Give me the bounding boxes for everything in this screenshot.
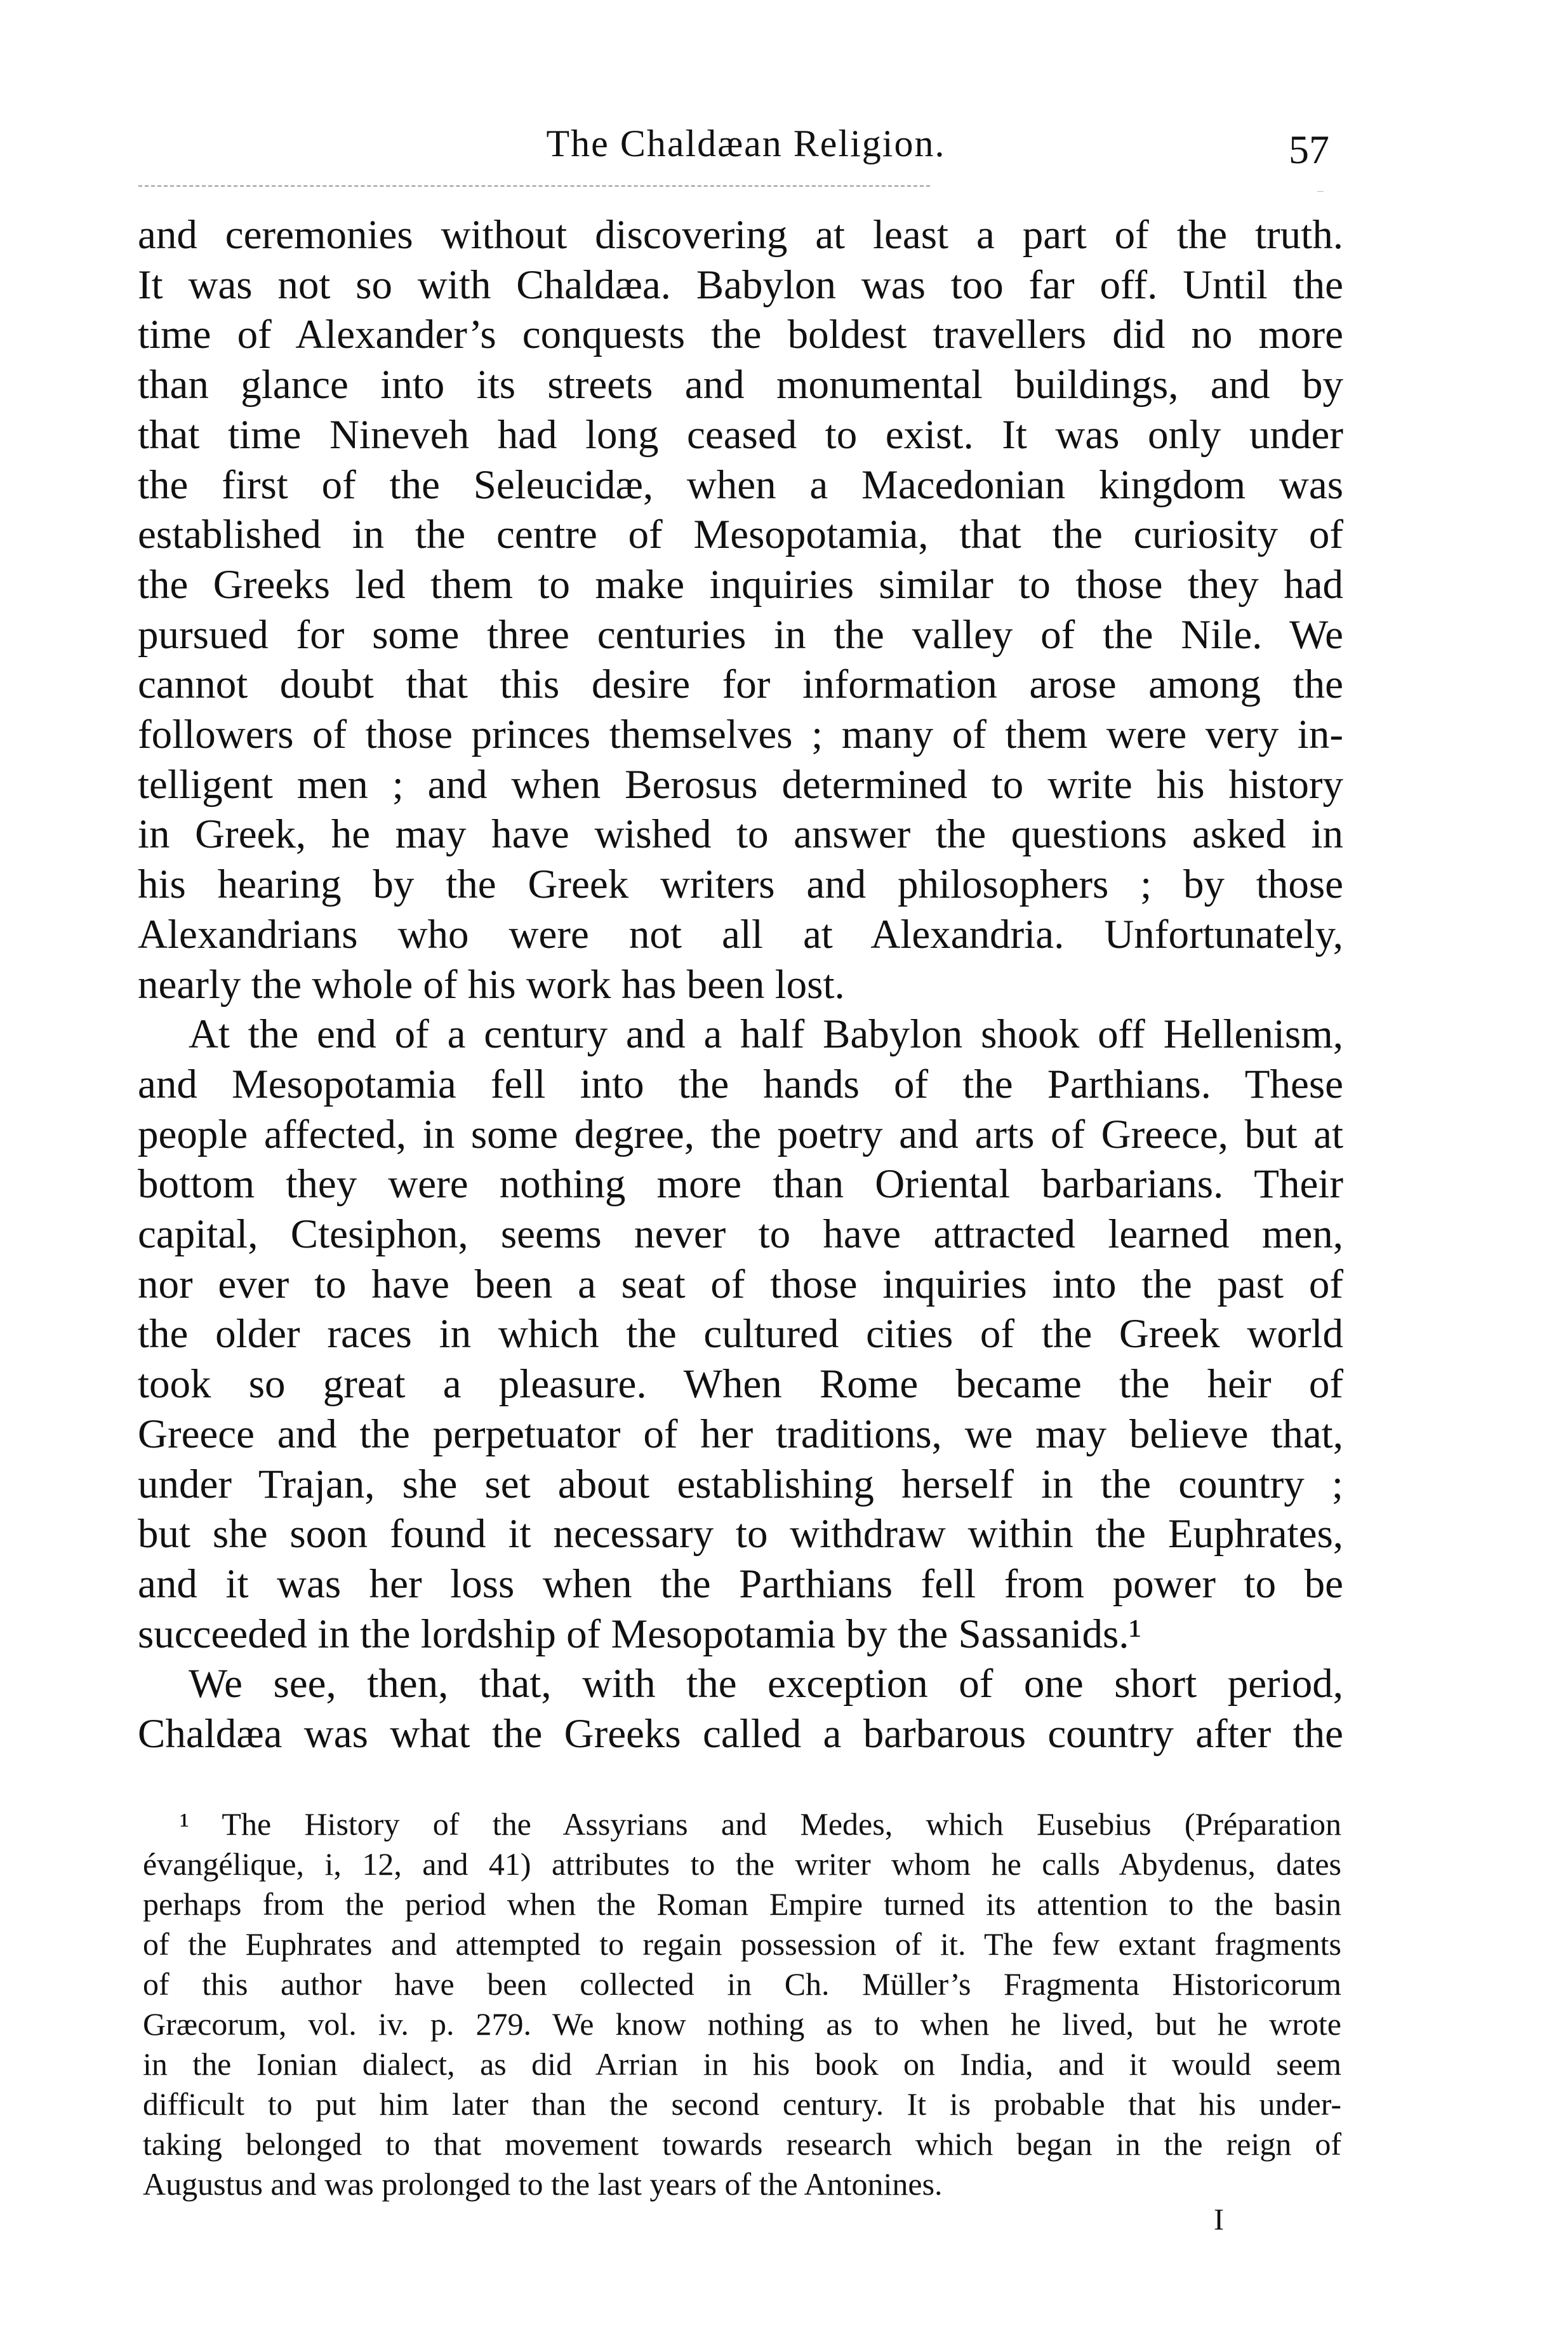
signature-mark: I (1214, 2203, 1224, 2237)
body-text-line: Chaldæa was what the Greeks called a barbarous country after the (138, 1711, 1343, 1757)
body-text-line: the older races in which the cultured cities of the Greek world (138, 1311, 1343, 1357)
header-rule-mark (1317, 191, 1324, 192)
footnote-line: difficult to put him later than the second century. It is probable that his under- (143, 2086, 1341, 2122)
body-text-line: Alexandrians who were not all at Alexandria. Unfortunately, (138, 911, 1343, 957)
body-text-line: people affected, in some degree, the poetry and arts of Greece, but at (138, 1111, 1343, 1157)
body-text-line: that time Nineveh had long ceased to exist. It was only under (138, 411, 1343, 458)
footnote-line: of the Euphrates and attempted to regain possession of it. The few extant fragments (143, 1926, 1341, 1962)
body-text-line: nearly the whole of his work has been lost. (138, 961, 845, 1008)
running-head-title: The Chaldæan Religion. (546, 123, 946, 164)
footnote-line: taking belonged to that movement towards research which began in the reign of (143, 2126, 1341, 2162)
body-text-line: the Greeks led them to make inquiries similar to those they had (138, 561, 1343, 608)
footnote-line: perhaps from the period when the Roman Empire turned its attention to the basin (143, 1886, 1341, 1922)
body-text-line: Greece and the perpetuator of her traditions, we may believe that, (138, 1411, 1343, 1457)
body-text-line: succeeded in the lordship of Mesopotamia by the Sassanids.¹ (138, 1611, 1141, 1657)
body-text-line: pursued for some three centuries in the valley of the Nile. We (138, 611, 1343, 658)
body-text-line: time of Alexander’s conquests the boldest travellers did no more (138, 312, 1343, 358)
body-text-line: telligent men ; and when Berosus determined to write his history (138, 761, 1343, 808)
body-text-line: bottom they were nothing more than Oriental barbarians. Their (138, 1161, 1343, 1208)
footnote-line: Græcorum, vol. iv. p. 279. We know nothing as to when he lived, but he wrote (143, 2006, 1341, 2042)
body-text-line: It was not so with Chaldæa. Babylon was too far off. Until the (138, 262, 1343, 308)
body-text-line: but she soon found it necessary to withdraw within the Euphrates, (138, 1511, 1343, 1557)
page-number: 57 (1289, 127, 1329, 172)
footnote-line: ¹ The History of the Assyrians and Medes, which Eusebius (Préparation (180, 1806, 1341, 1842)
body-text-line: took so great a pleasure. When Rome became the heir of (138, 1361, 1343, 1408)
body-text-line: than glance into its streets and monumental buildings, and by (138, 362, 1343, 408)
footnote-line: in the Ionian dialect, as did Arrian in his book on India, and it would seem (143, 2046, 1341, 2082)
body-text-line: At the end of a century and a half Babylon shook off Hellenism, (189, 1011, 1343, 1058)
body-text-line: under Trajan, she set about establishing herself in the country ; (138, 1461, 1343, 1507)
body-text-line: and Mesopotamia fell into the hands of the Parthians. These (138, 1061, 1343, 1107)
body-text-line: and ceremonies without discovering at least a part of the truth. (138, 212, 1343, 258)
body-text-line: established in the centre of Mesopotamia, that the curiosity of (138, 512, 1343, 558)
body-text-line: his hearing by the Greek writers and philosophers ; by those (138, 862, 1343, 908)
body-text-line: the first of the Seleucidæ, when a Macedonian kingdom was (138, 462, 1343, 508)
body-text-line: cannot doubt that this desire for information arose among the (138, 662, 1343, 708)
body-text-line: nor ever to have been a seat of those inquiries into the past of (138, 1261, 1343, 1307)
footnote-line: Augustus and was prolonged to the last years of the Antonines. (143, 2166, 943, 2202)
footnote-line: of this author have been collected in Ch. Müller’s Fragmenta Historicorum (143, 1966, 1341, 2002)
header-rule (138, 185, 930, 187)
body-text-line: followers of those princes themselves ; many of them were very in- (138, 712, 1343, 757)
body-text-line: and it was her loss when the Parthians fell from power to be (138, 1561, 1343, 1607)
body-text-line: in Greek, he may have wished to answer the questions asked in (138, 811, 1343, 858)
footnote-line: évangélique, i, 12, and 41) attributes to the writer whom he calls Abydenus, dates (143, 1846, 1341, 1882)
body-text-line: capital, Ctesiphon, seems never to have attracted learned men, (138, 1211, 1343, 1257)
body-text-line: We see, then, that, with the exception of one short period, (189, 1661, 1343, 1707)
